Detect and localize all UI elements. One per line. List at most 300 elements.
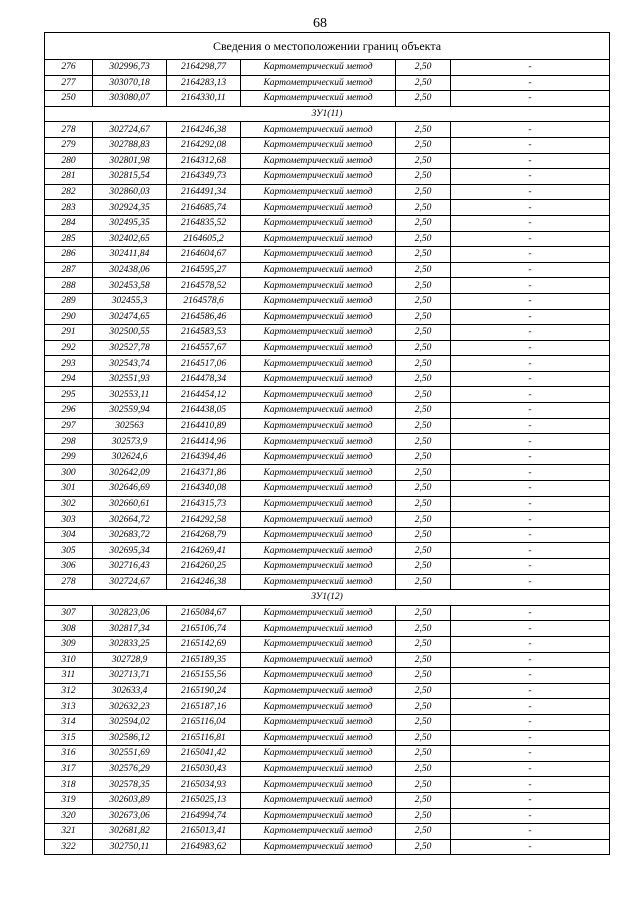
- description-cell: -: [451, 714, 610, 730]
- accuracy-cell: 2,50: [396, 231, 451, 247]
- y-coordinate-cell: 2164292,08: [167, 137, 241, 153]
- accuracy-cell: 2,50: [396, 621, 451, 637]
- description-cell: -: [451, 808, 610, 824]
- x-coordinate-cell: 302646,69: [93, 481, 167, 497]
- method-cell: Картометрический метод: [241, 481, 396, 497]
- accuracy-cell: 2,50: [396, 730, 451, 746]
- accuracy-cell: 2,50: [396, 777, 451, 793]
- table-row: [45, 636, 610, 652]
- method-cell: Картометрический метод: [241, 621, 396, 637]
- y-coordinate-cell: 2164312,68: [167, 153, 241, 169]
- accuracy-cell: 2,50: [396, 636, 451, 652]
- method-cell: Картометрический метод: [241, 122, 396, 138]
- table-row: [45, 574, 610, 590]
- point-number-cell: 308: [45, 621, 93, 637]
- point-number-cell: 276: [45, 60, 93, 76]
- x-coordinate-cell: 302664,72: [93, 512, 167, 528]
- accuracy-cell: 2,50: [396, 605, 451, 621]
- x-coordinate-cell: 302495,35: [93, 215, 167, 231]
- y-coordinate-cell: 2164283,13: [167, 75, 241, 91]
- point-number-cell: 317: [45, 761, 93, 777]
- y-coordinate-cell: 2165106,74: [167, 621, 241, 637]
- y-coordinate-cell: 2164454,12: [167, 387, 241, 403]
- x-coordinate-cell: 302576,29: [93, 761, 167, 777]
- accuracy-cell: 2,50: [396, 75, 451, 91]
- point-number-cell: 289: [45, 293, 93, 309]
- method-cell: Картометрический метод: [241, 262, 396, 278]
- x-coordinate-cell: 303080,07: [93, 91, 167, 107]
- y-coordinate-cell: 2165116,04: [167, 714, 241, 730]
- y-coordinate-cell: 2164517,06: [167, 356, 241, 372]
- y-coordinate-cell: 2164491,34: [167, 184, 241, 200]
- method-cell: Картометрический метод: [241, 792, 396, 808]
- y-coordinate-cell: 2165190,24: [167, 683, 241, 699]
- table-row: [45, 387, 610, 403]
- x-coordinate-cell: 302586,12: [93, 730, 167, 746]
- description-cell: -: [451, 481, 610, 497]
- table-row: [45, 559, 610, 575]
- y-coordinate-cell: 2165189,35: [167, 652, 241, 668]
- point-number-cell: 307: [45, 605, 93, 621]
- table-row: [45, 262, 610, 278]
- description-cell: -: [451, 137, 610, 153]
- description-cell: -: [451, 247, 610, 263]
- x-coordinate-cell: 302551,93: [93, 371, 167, 387]
- accuracy-cell: 2,50: [396, 683, 451, 699]
- table-row: [45, 325, 610, 341]
- table-row: [45, 371, 610, 387]
- y-coordinate-cell: 2164685,74: [167, 200, 241, 216]
- method-cell: Картометрический метод: [241, 215, 396, 231]
- accuracy-cell: 2,50: [396, 839, 451, 855]
- description-cell: -: [451, 60, 610, 76]
- method-cell: Картометрический метод: [241, 153, 396, 169]
- table-row: [45, 839, 610, 855]
- table-row: [45, 730, 610, 746]
- description-cell: -: [451, 309, 610, 325]
- accuracy-cell: 2,50: [396, 699, 451, 715]
- y-coordinate-cell: 2164414,96: [167, 434, 241, 450]
- description-cell: -: [451, 777, 610, 793]
- x-coordinate-cell: 302673,06: [93, 808, 167, 824]
- y-coordinate-cell: 2165084,67: [167, 605, 241, 621]
- method-cell: Картометрический метод: [241, 543, 396, 559]
- point-number-cell: 312: [45, 683, 93, 699]
- method-cell: Картометрический метод: [241, 75, 396, 91]
- point-number-cell: 313: [45, 699, 93, 715]
- description-cell: -: [451, 278, 610, 294]
- point-number-cell: 294: [45, 371, 93, 387]
- x-coordinate-cell: 302453,58: [93, 278, 167, 294]
- method-cell: Картометрический метод: [241, 60, 396, 76]
- y-coordinate-cell: 2164438,05: [167, 403, 241, 419]
- y-coordinate-cell: 2164835,52: [167, 215, 241, 231]
- description-cell: -: [451, 746, 610, 762]
- method-cell: Картометрический метод: [241, 403, 396, 419]
- method-cell: Картометрический метод: [241, 777, 396, 793]
- point-number-cell: 310: [45, 652, 93, 668]
- y-coordinate-cell: 2164578,52: [167, 278, 241, 294]
- table-row: [45, 746, 610, 762]
- accuracy-cell: 2,50: [396, 340, 451, 356]
- description-cell: -: [451, 652, 610, 668]
- x-coordinate-cell: 302633,4: [93, 683, 167, 699]
- method-cell: Картометрический метод: [241, 184, 396, 200]
- table-row: [45, 683, 610, 699]
- method-cell: Картометрический метод: [241, 340, 396, 356]
- accuracy-cell: 2,50: [396, 792, 451, 808]
- table-row: [45, 605, 610, 621]
- x-coordinate-cell: 302728,9: [93, 652, 167, 668]
- accuracy-cell: 2,50: [396, 746, 451, 762]
- x-coordinate-cell: 302788,83: [93, 137, 167, 153]
- method-cell: Картометрический метод: [241, 824, 396, 840]
- table-row: [45, 247, 610, 263]
- x-coordinate-cell: 302924,35: [93, 200, 167, 216]
- table-row: [45, 418, 610, 434]
- table-row: [45, 340, 610, 356]
- x-coordinate-cell: 302527,78: [93, 340, 167, 356]
- method-cell: Картометрический метод: [241, 636, 396, 652]
- x-coordinate-cell: 302860,03: [93, 184, 167, 200]
- y-coordinate-cell: 2164315,73: [167, 496, 241, 512]
- x-coordinate-cell: 302500,55: [93, 325, 167, 341]
- y-coordinate-cell: 2165030,43: [167, 761, 241, 777]
- method-cell: Картометрический метод: [241, 496, 396, 512]
- method-cell: Картометрический метод: [241, 278, 396, 294]
- point-number-cell: 283: [45, 200, 93, 216]
- accuracy-cell: 2,50: [396, 512, 451, 528]
- table-row: [45, 527, 610, 543]
- table-row: [45, 91, 610, 107]
- method-cell: Картометрический метод: [241, 761, 396, 777]
- accuracy-cell: 2,50: [396, 137, 451, 153]
- accuracy-cell: 2,50: [396, 714, 451, 730]
- description-cell: -: [451, 668, 610, 684]
- description-cell: -: [451, 262, 610, 278]
- point-number-cell: 306: [45, 559, 93, 575]
- table-row: [45, 465, 610, 481]
- x-coordinate-cell: 302594,02: [93, 714, 167, 730]
- method-cell: Картометрический метод: [241, 574, 396, 590]
- description-cell: -: [451, 153, 610, 169]
- method-cell: Картометрический метод: [241, 371, 396, 387]
- x-coordinate-cell: 302833,25: [93, 636, 167, 652]
- table-title-row: [45, 33, 610, 60]
- table-row: [45, 543, 610, 559]
- method-cell: Картометрический метод: [241, 683, 396, 699]
- description-cell: -: [451, 839, 610, 855]
- point-number-cell: 293: [45, 356, 93, 372]
- section-title: ЗУ1(11): [45, 106, 610, 122]
- accuracy-cell: 2,50: [396, 122, 451, 138]
- table-row: [45, 356, 610, 372]
- point-number-cell: 279: [45, 137, 93, 153]
- x-coordinate-cell: 302817,34: [93, 621, 167, 637]
- y-coordinate-cell: 2164478,34: [167, 371, 241, 387]
- point-number-cell: 311: [45, 668, 93, 684]
- table-row: [45, 449, 610, 465]
- point-number-cell: 292: [45, 340, 93, 356]
- table-row: [45, 621, 610, 637]
- boundary-table: [44, 32, 610, 855]
- point-number-cell: 287: [45, 262, 93, 278]
- point-number-cell: 305: [45, 543, 93, 559]
- table-row: [45, 200, 610, 216]
- accuracy-cell: 2,50: [396, 293, 451, 309]
- x-coordinate-cell: 302713,71: [93, 668, 167, 684]
- method-cell: Картометрический метод: [241, 356, 396, 372]
- point-number-cell: 290: [45, 309, 93, 325]
- method-cell: Картометрический метод: [241, 559, 396, 575]
- table-row: [45, 153, 610, 169]
- point-number-cell: 295: [45, 387, 93, 403]
- point-number-cell: 304: [45, 527, 93, 543]
- y-coordinate-cell: 2164410,89: [167, 418, 241, 434]
- table-row: [45, 215, 610, 231]
- description-cell: -: [451, 215, 610, 231]
- accuracy-cell: 2,50: [396, 169, 451, 185]
- x-coordinate-cell: 302553,11: [93, 387, 167, 403]
- method-cell: Картометрический метод: [241, 418, 396, 434]
- table-row: [45, 512, 610, 528]
- y-coordinate-cell: 2164595,27: [167, 262, 241, 278]
- point-number-cell: 315: [45, 730, 93, 746]
- y-coordinate-cell: 2164605,2: [167, 231, 241, 247]
- point-number-cell: 278: [45, 122, 93, 138]
- point-number-cell: 284: [45, 215, 93, 231]
- point-number-cell: 296: [45, 403, 93, 419]
- point-number-cell: 321: [45, 824, 93, 840]
- table-row: [45, 792, 610, 808]
- y-coordinate-cell: 2164330,11: [167, 91, 241, 107]
- description-cell: -: [451, 543, 610, 559]
- x-coordinate-cell: 302563: [93, 418, 167, 434]
- y-coordinate-cell: 2164557,67: [167, 340, 241, 356]
- description-cell: -: [451, 231, 610, 247]
- method-cell: Картометрический метод: [241, 293, 396, 309]
- method-cell: Картометрический метод: [241, 449, 396, 465]
- accuracy-cell: 2,50: [396, 403, 451, 419]
- method-cell: Картометрический метод: [241, 839, 396, 855]
- table-row: [45, 761, 610, 777]
- x-coordinate-cell: 302603,89: [93, 792, 167, 808]
- table-row: [45, 652, 610, 668]
- x-coordinate-cell: 302624,6: [93, 449, 167, 465]
- accuracy-cell: 2,50: [396, 808, 451, 824]
- x-coordinate-cell: 302823,06: [93, 605, 167, 621]
- method-cell: Картометрический метод: [241, 699, 396, 715]
- accuracy-cell: 2,50: [396, 247, 451, 263]
- point-number-cell: 314: [45, 714, 93, 730]
- table-row: [45, 434, 610, 450]
- y-coordinate-cell: 2164246,38: [167, 122, 241, 138]
- table-row: [45, 668, 610, 684]
- x-coordinate-cell: 302438,06: [93, 262, 167, 278]
- table-row: [45, 824, 610, 840]
- accuracy-cell: 2,50: [396, 200, 451, 216]
- table-row: [45, 496, 610, 512]
- point-number-cell: 299: [45, 449, 93, 465]
- accuracy-cell: 2,50: [396, 761, 451, 777]
- y-coordinate-cell: 2164298,77: [167, 60, 241, 76]
- point-number-cell: 297: [45, 418, 93, 434]
- y-coordinate-cell: 2164583,53: [167, 325, 241, 341]
- x-coordinate-cell: 302716,43: [93, 559, 167, 575]
- accuracy-cell: 2,50: [396, 356, 451, 372]
- point-number-cell: 300: [45, 465, 93, 481]
- y-coordinate-cell: 2164994,74: [167, 808, 241, 824]
- table-row: [45, 122, 610, 138]
- point-number-cell: 298: [45, 434, 93, 450]
- accuracy-cell: 2,50: [396, 262, 451, 278]
- y-coordinate-cell: 2165187,16: [167, 699, 241, 715]
- accuracy-cell: 2,50: [396, 91, 451, 107]
- description-cell: -: [451, 449, 610, 465]
- y-coordinate-cell: 2164349,73: [167, 169, 241, 185]
- method-cell: Картометрический метод: [241, 137, 396, 153]
- accuracy-cell: 2,50: [396, 434, 451, 450]
- section-title-row: [45, 106, 610, 122]
- point-number-cell: 280: [45, 153, 93, 169]
- y-coordinate-cell: 2164260,25: [167, 559, 241, 575]
- description-cell: -: [451, 418, 610, 434]
- description-cell: -: [451, 621, 610, 637]
- y-coordinate-cell: 2165025,13: [167, 792, 241, 808]
- x-coordinate-cell: 302815,54: [93, 169, 167, 185]
- point-number-cell: 320: [45, 808, 93, 824]
- description-cell: -: [451, 371, 610, 387]
- y-coordinate-cell: 2165041,42: [167, 746, 241, 762]
- description-cell: -: [451, 200, 610, 216]
- table-row: [45, 231, 610, 247]
- description-cell: -: [451, 699, 610, 715]
- table-row: [45, 137, 610, 153]
- table-row: [45, 777, 610, 793]
- point-number-cell: 250: [45, 91, 93, 107]
- description-cell: -: [451, 340, 610, 356]
- accuracy-cell: 2,50: [396, 652, 451, 668]
- x-coordinate-cell: 302724,67: [93, 122, 167, 138]
- point-number-cell: 316: [45, 746, 93, 762]
- method-cell: Картометрический метод: [241, 169, 396, 185]
- x-coordinate-cell: 302632,23: [93, 699, 167, 715]
- point-number-cell: 291: [45, 325, 93, 341]
- table-row: [45, 481, 610, 497]
- table-row: [45, 309, 610, 325]
- y-coordinate-cell: 2164604,67: [167, 247, 241, 263]
- method-cell: Картометрический метод: [241, 714, 396, 730]
- point-number-cell: 322: [45, 839, 93, 855]
- y-coordinate-cell: 2164371,86: [167, 465, 241, 481]
- y-coordinate-cell: 2164268,79: [167, 527, 241, 543]
- accuracy-cell: 2,50: [396, 481, 451, 497]
- method-cell: Картометрический метод: [241, 512, 396, 528]
- point-number-cell: 281: [45, 169, 93, 185]
- y-coordinate-cell: 2164394,46: [167, 449, 241, 465]
- method-cell: Картометрический метод: [241, 730, 396, 746]
- method-cell: Картометрический метод: [241, 387, 396, 403]
- accuracy-cell: 2,50: [396, 325, 451, 341]
- table-row: [45, 184, 610, 200]
- y-coordinate-cell: 2164246,38: [167, 574, 241, 590]
- description-cell: -: [451, 559, 610, 575]
- x-coordinate-cell: 302996,73: [93, 60, 167, 76]
- description-cell: -: [451, 683, 610, 699]
- method-cell: Картометрический метод: [241, 746, 396, 762]
- description-cell: -: [451, 792, 610, 808]
- y-coordinate-cell: 2164292,58: [167, 512, 241, 528]
- x-coordinate-cell: 303070,18: [93, 75, 167, 91]
- description-cell: -: [451, 761, 610, 777]
- accuracy-cell: 2,50: [396, 60, 451, 76]
- y-coordinate-cell: 2164578,6: [167, 293, 241, 309]
- point-number-cell: 277: [45, 75, 93, 91]
- method-cell: Картометрический метод: [241, 247, 396, 263]
- point-number-cell: 278: [45, 574, 93, 590]
- x-coordinate-cell: 302559,94: [93, 403, 167, 419]
- method-cell: Картометрический метод: [241, 200, 396, 216]
- method-cell: Картометрический метод: [241, 91, 396, 107]
- accuracy-cell: 2,50: [396, 824, 451, 840]
- description-cell: -: [451, 91, 610, 107]
- description-cell: -: [451, 75, 610, 91]
- section-title: ЗУ1(12): [45, 590, 610, 606]
- y-coordinate-cell: 2165034,93: [167, 777, 241, 793]
- table-row: [45, 699, 610, 715]
- page-number: 68: [313, 16, 327, 31]
- table-row: [45, 808, 610, 824]
- point-number-cell: 319: [45, 792, 93, 808]
- y-coordinate-cell: 2165155,56: [167, 668, 241, 684]
- y-coordinate-cell: 2164269,41: [167, 543, 241, 559]
- description-cell: -: [451, 169, 610, 185]
- description-cell: -: [451, 293, 610, 309]
- method-cell: Картометрический метод: [241, 527, 396, 543]
- x-coordinate-cell: 302578,35: [93, 777, 167, 793]
- description-cell: -: [451, 325, 610, 341]
- accuracy-cell: 2,50: [396, 449, 451, 465]
- description-cell: -: [451, 434, 610, 450]
- y-coordinate-cell: 2164586,46: [167, 309, 241, 325]
- accuracy-cell: 2,50: [396, 371, 451, 387]
- point-number-cell: 282: [45, 184, 93, 200]
- description-cell: -: [451, 574, 610, 590]
- table-row: [45, 60, 610, 76]
- description-cell: -: [451, 512, 610, 528]
- accuracy-cell: 2,50: [396, 153, 451, 169]
- table-row: [45, 403, 610, 419]
- accuracy-cell: 2,50: [396, 543, 451, 559]
- y-coordinate-cell: 2164983,62: [167, 839, 241, 855]
- x-coordinate-cell: 302474,65: [93, 309, 167, 325]
- y-coordinate-cell: 2165013,41: [167, 824, 241, 840]
- table-body: [45, 33, 610, 855]
- y-coordinate-cell: 2165142,69: [167, 636, 241, 652]
- accuracy-cell: 2,50: [396, 309, 451, 325]
- description-cell: -: [451, 387, 610, 403]
- accuracy-cell: 2,50: [396, 278, 451, 294]
- table-row: [45, 169, 610, 185]
- method-cell: Картометрический метод: [241, 808, 396, 824]
- description-cell: -: [451, 403, 610, 419]
- point-number-cell: 301: [45, 481, 93, 497]
- accuracy-cell: 2,50: [396, 387, 451, 403]
- x-coordinate-cell: 302642,09: [93, 465, 167, 481]
- y-coordinate-cell: 2165116,81: [167, 730, 241, 746]
- table-title: Сведения о местоположении границ объекта: [45, 33, 610, 60]
- accuracy-cell: 2,50: [396, 418, 451, 434]
